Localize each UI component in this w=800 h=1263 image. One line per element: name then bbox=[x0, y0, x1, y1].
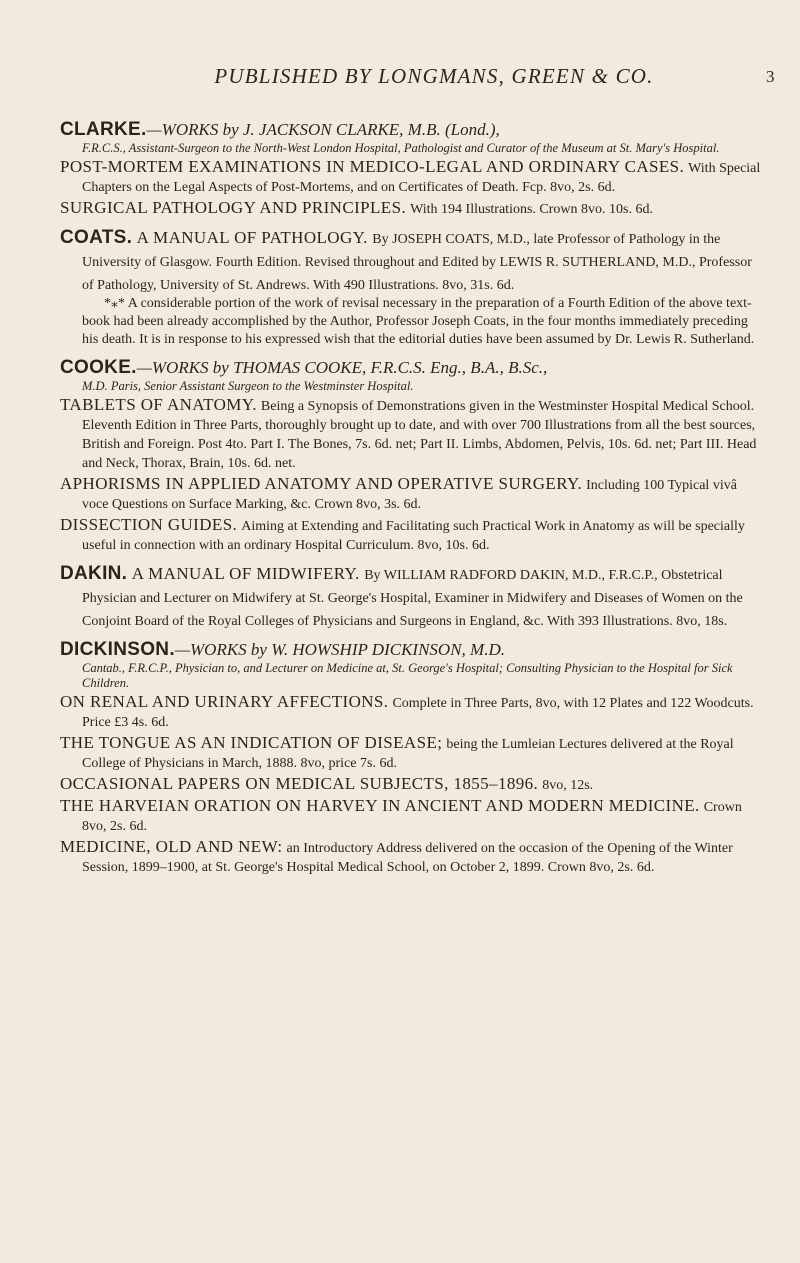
book-title: THE TONGUE AS AN INDICATION OF DISEASE; bbox=[60, 733, 443, 752]
book-description: Complete in Three Parts, 8vo, with 12 Plates and 122 Woodcuts. Price £3 4s. 6d. bbox=[82, 696, 754, 730]
author-surname: DAKIN. bbox=[60, 563, 128, 584]
book-description: With Special Chapters on the Legal Aspects of Post-Mortems, and on Certificates of Death. Fcp. 8vo, 2s. 6d. bbox=[82, 161, 761, 195]
book-title: A MANUAL OF PATHOLOGY. bbox=[136, 228, 368, 247]
book-title: MEDICINE, OLD AND NEW: bbox=[60, 837, 283, 856]
book-title: POST-MORTEM EXAMINATIONS IN MEDICO-LEGAL AND ORDINARY CASES. bbox=[60, 157, 685, 176]
works-line: —WORKS by THOMAS COOKE, F.R.C.S. Eng., B.A., B.Sc., bbox=[136, 358, 548, 377]
book-entry bbox=[60, 395, 766, 473]
book-entry bbox=[60, 692, 766, 732]
book-description: Aiming at Extending and Facilitating such Practical Work in Anatomy as will be specially useful in connection with an ordinary Hospital Curriculum. 8vo, 10s. 6d. bbox=[82, 519, 745, 553]
book-description: an Introductory Address delivered on the occasion of the Opening of the Winter Session, 1899–1900, at St. George's Hospital Medical School, on October 2, 1899. Crown 8vo, 2s. 6d. bbox=[82, 841, 733, 875]
running-head: PUBLISHED BY LONGMANS, GREEN & CO. bbox=[214, 64, 654, 88]
book-description: 8vo, 12s. bbox=[542, 778, 594, 793]
book-description: With 194 Illustrations. Crown 8vo. 10s. 6d. bbox=[410, 202, 653, 217]
author-surname: CLARKE. bbox=[60, 119, 147, 140]
book-title: A MANUAL OF MIDWIFERY. bbox=[131, 564, 360, 583]
entry-clarke bbox=[60, 118, 766, 219]
book-entry bbox=[60, 474, 766, 514]
book-entry bbox=[60, 796, 766, 836]
book-entry bbox=[60, 157, 766, 197]
book-description: By JOSEPH COATS, M.D., late Professor of Pathology in the University of Glasgow. Fourth Edition. Revised throughout and Edited by LEWIS R. SUTHERLAND, M.D., Professor of Pathology, University of St. Andrews. With 490 Illustrations. 8vo, 31s. 6d. bbox=[82, 232, 752, 293]
book-description: Crown 8vo, 2s. 6d. bbox=[82, 800, 742, 834]
author-credentials: Cantab., F.R.C.P., Physician to, and Lecturer on Medicine at, St. George's Hospital; Consulting Physician to the Hospital for Sick Children. bbox=[82, 661, 733, 690]
book-title: THE HARVEIAN ORATION ON HARVEY IN ANCIENT AND MODERN MEDICINE. bbox=[60, 796, 700, 815]
book-entry bbox=[60, 198, 766, 219]
catalogue-content bbox=[60, 118, 766, 884]
author-credentials: F.R.C.S., Assistant-Surgeon to the North-West London Hospital, Pathologist and Curator of the Museum at St. Mary's Hospital. bbox=[82, 141, 720, 155]
book-title: TABLETS OF ANATOMY. bbox=[60, 395, 257, 414]
book-description: By WILLIAM RADFORD DAKIN, M.D., F.R.C.P., Obstetrical Physician and Lecturer on Midwifery at St. George's Hospital, Examiner in Midwifery and Diseases of Women on the Conjoint Board of the Royal Colleges of Physicians and Surgeons in England, &c. With 393 Illustrations. 8vo, 18s. bbox=[82, 568, 743, 629]
works-line: —WORKS by W. HOWSHIP DICKINSON, M.D. bbox=[174, 640, 505, 659]
author-credentials: M.D. Paris, Senior Assistant Surgeon to the Westminster Hospital. bbox=[82, 379, 414, 393]
book-entry bbox=[60, 515, 766, 555]
page-number: 3 bbox=[766, 67, 775, 86]
book-title: SURGICAL PATHOLOGY AND PRINCIPLES. bbox=[60, 198, 407, 217]
entry-dickinson bbox=[60, 638, 766, 877]
book-entry bbox=[60, 733, 766, 773]
author-surname: COATS. bbox=[60, 227, 133, 248]
book-title: DISSECTION GUIDES. bbox=[60, 515, 238, 534]
author-surname: DICKINSON. bbox=[60, 639, 175, 660]
entry-dakin bbox=[60, 562, 766, 631]
editorial-note: *⁎* A considerable portion of the work of revisal necessary in the preparation of a Fourth Edition of the above text-book had been already accomplished by the Author, Professor Joseph Coats, in the four months immediately preceding his death. It is in response to his expressed wish that the editorial duties have been assumed by Dr. Lewis R. Sutherland. bbox=[82, 296, 755, 347]
book-entry bbox=[60, 837, 766, 877]
book-description: Including 100 Typical vivâ voce Questions on Surface Marking, &c. Crown 8vo, 3s. 6d. bbox=[82, 478, 737, 512]
book-title: APHORISMS IN APPLIED ANATOMY AND OPERATIVE SURGERY. bbox=[60, 474, 583, 493]
book-description: being the Lumleian Lectures delivered at the Royal College of Physicians in March, 1888. 8vo, price 7s. 6d. bbox=[82, 737, 734, 771]
entry-coats bbox=[60, 226, 766, 349]
author-surname: COOKE. bbox=[60, 357, 137, 378]
book-title: ON RENAL AND URINARY AFFECTIONS. bbox=[60, 692, 389, 711]
book-description: Being a Synopsis of Demonstrations given in the Westminster Hospital Medical School. Eleventh Edition in Three Parts, thoroughly brought up to date, and with over 700 Illustrations from all the best sources, British and Foreign. Post 4to. Part I. The Bones, 7s. 6d. net; Part II. Limbs, Abdomen, Pelvis, 10s. 6d. net; Part III. Head and Neck, Thorax, Brain, 10s. 6d. net. bbox=[82, 399, 757, 471]
entry-cooke bbox=[60, 356, 766, 555]
works-line: —WORKS by J. JACKSON CLARKE, M.B. (Lond.), bbox=[146, 120, 500, 139]
book-title: OCCASIONAL PAPERS ON MEDICAL SUBJECTS, 1855–1896. bbox=[60, 774, 539, 793]
book-entry bbox=[60, 774, 766, 795]
